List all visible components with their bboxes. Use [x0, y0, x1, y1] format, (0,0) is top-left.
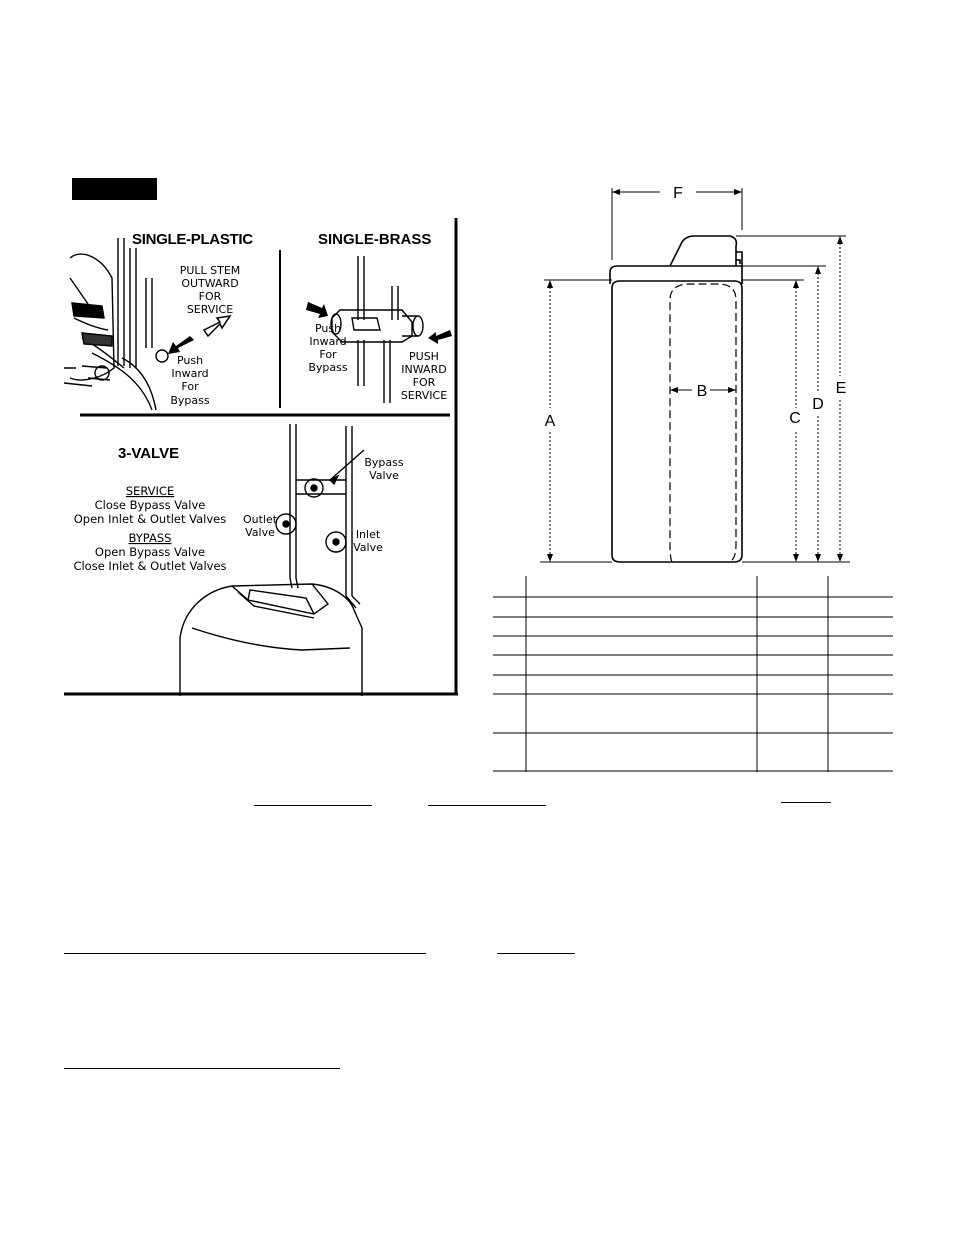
push-bypass-line: Bypass — [308, 361, 348, 374]
bypass-valve-label: Bypass — [364, 456, 404, 469]
single-brass-sketch — [331, 256, 423, 403]
single-plastic-sketch — [64, 238, 168, 410]
specification-table-grid — [493, 576, 893, 772]
outlet-valve-label: Outlet — [242, 513, 278, 526]
inlet-valve-label: Inlet — [355, 528, 381, 541]
blank-underline — [64, 1068, 340, 1069]
push-note-line: Bypass — [170, 394, 210, 407]
push-note-line: Inward — [171, 367, 209, 380]
blank-underline — [64, 953, 426, 954]
push-service-line: SERVICE — [400, 389, 448, 402]
push-bypass-line: For — [319, 348, 337, 361]
outlet-valve-label: Valve — [245, 526, 275, 539]
dimension-label-b: B — [696, 383, 708, 400]
dimension-label-f: F — [673, 185, 683, 202]
pull-note-line: PULL STEM — [179, 264, 241, 277]
push-service-arrow-icon — [428, 330, 452, 344]
softener-dimension-figure — [530, 180, 860, 570]
push-bypass-line: Inward — [309, 335, 347, 348]
pull-note-line: FOR — [198, 290, 222, 303]
service-line: Open Inlet & Outlet Valves — [73, 512, 227, 526]
push-service-line: FOR — [412, 376, 436, 389]
push-service-line: INWARD — [401, 363, 447, 376]
push-note-line: Push — [176, 354, 204, 367]
three-valve-title: 3-VALVE — [118, 445, 180, 462]
service-line: Close Bypass Valve — [94, 498, 206, 512]
push-bypass-line: Push — [314, 322, 342, 335]
figure-label-tab — [72, 178, 157, 200]
bypass-valve-figure — [62, 218, 460, 696]
pull-arrow-icon — [204, 316, 230, 336]
service-heading: SERVICE — [125, 484, 175, 498]
pull-note-line: SERVICE — [186, 303, 234, 316]
inlet-valve-label: Valve — [353, 541, 383, 554]
push-note-line: For — [181, 380, 199, 393]
bypass-valve-drawing — [62, 218, 460, 696]
blank-underline — [497, 953, 575, 954]
single-brass-title: SINGLE-BRASS — [318, 231, 432, 248]
single-plastic-title: SINGLE-PLASTIC — [132, 231, 253, 248]
dimension-label-e: E — [835, 380, 847, 397]
bypass-line: Open Bypass Valve — [94, 545, 206, 559]
dimension-label-d: D — [812, 396, 824, 413]
softener-dimension-drawing — [530, 180, 860, 570]
push-arrow-icon — [168, 336, 194, 354]
bypass-heading: BYPASS — [128, 531, 172, 545]
push-service-line: PUSH — [409, 350, 439, 363]
blank-underline — [254, 805, 372, 806]
dimension-label-a: A — [544, 413, 556, 430]
blank-underline — [781, 802, 831, 803]
bypass-valve-label: Valve — [369, 469, 399, 482]
dimension-label-c: C — [789, 410, 801, 427]
blank-underline — [428, 805, 546, 806]
specification-table-lines — [493, 576, 893, 772]
pull-note-line: OUTWARD — [181, 277, 239, 290]
push-bypass-arrow-icon — [306, 302, 328, 318]
bypass-line: Close Inlet & Outlet Valves — [73, 559, 227, 573]
